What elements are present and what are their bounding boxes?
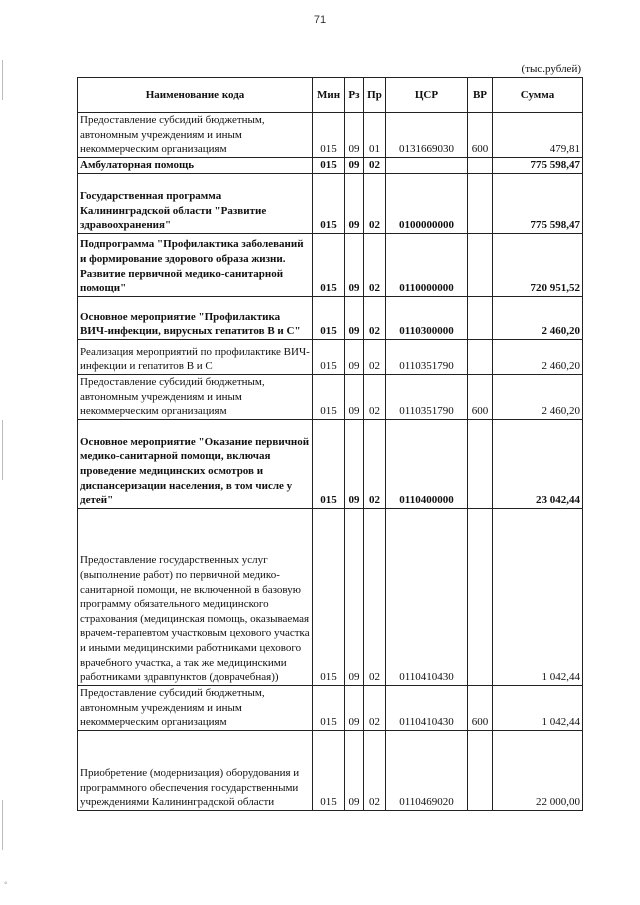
cell-min: 015	[313, 173, 345, 233]
cell-csr: 0110469020	[386, 730, 468, 810]
cell-pr: 02	[364, 233, 386, 296]
cell-pr: 02	[364, 374, 386, 419]
page-number: 71	[313, 14, 327, 26]
budget-table	[77, 77, 583, 811]
cell-sum: 22 000,00	[493, 730, 583, 810]
cell-csr: 0110300000	[386, 296, 468, 339]
cell-name: Реализация мероприятий по профилактике ВИЧ-инфекции и гепатитов В и С	[78, 339, 313, 374]
cell-min: 015	[313, 508, 345, 685]
cell-min: 015	[313, 157, 345, 173]
cell-pr: 02	[364, 157, 386, 173]
cell-csr: 0100000000	[386, 173, 468, 233]
table-row	[78, 233, 583, 296]
cell-pr: 02	[364, 685, 386, 730]
cell-name: Основное мероприятие "Оказание первичной медико-санитарной помощи, включая проведение медицинских осмотров и диспансеризации населения, в том числе у детей"	[78, 419, 313, 508]
cell-vr	[468, 296, 493, 339]
cell-min: 015	[313, 374, 345, 419]
cell-csr	[386, 157, 468, 173]
cell-name: Амбулаторная помощь	[78, 157, 313, 173]
cell-rz: 09	[345, 296, 364, 339]
cell-pr: 02	[364, 296, 386, 339]
table-row	[78, 685, 583, 730]
cell-min: 015	[313, 339, 345, 374]
table-row	[78, 157, 583, 173]
cell-csr: 0110410430	[386, 508, 468, 685]
cell-vr	[468, 730, 493, 810]
table-header-row	[78, 78, 583, 113]
cell-csr: 0110351790	[386, 339, 468, 374]
cell-pr: 02	[364, 508, 386, 685]
cell-name: Основное мероприятие "Профилактика ВИЧ-инфекции, вирусных гепатитов В и С"	[78, 296, 313, 339]
header-min: Мин	[313, 78, 345, 113]
cell-rz: 09	[345, 113, 364, 158]
table-row	[78, 296, 583, 339]
header-pr: Пр	[364, 78, 386, 113]
cell-vr: 600	[468, 374, 493, 419]
cell-vr	[468, 233, 493, 296]
cell-pr: 02	[364, 419, 386, 508]
cell-pr: 02	[364, 730, 386, 810]
cell-vr	[468, 173, 493, 233]
table-row	[78, 113, 583, 158]
cell-sum: 1 042,44	[493, 508, 583, 685]
cell-csr: 0110400000	[386, 419, 468, 508]
cell-sum: 2 460,20	[493, 374, 583, 419]
cell-pr: 01	[364, 113, 386, 158]
cell-rz: 09	[345, 173, 364, 233]
cell-vr	[468, 339, 493, 374]
cell-sum: 479,81	[493, 113, 583, 158]
cell-sum: 2 460,20	[493, 296, 583, 339]
table-row	[78, 339, 583, 374]
cell-min: 015	[313, 296, 345, 339]
cell-csr: 0131669030	[386, 113, 468, 158]
cell-vr: 600	[468, 685, 493, 730]
cell-name: Приобретение (модернизация) оборудования и программного обеспечения государственными учреждениями Калининградской области	[78, 730, 313, 810]
table-row	[78, 508, 583, 685]
cell-sum: 775 598,47	[493, 157, 583, 173]
scan-edge-mark: ◦	[4, 878, 8, 889]
cell-rz: 09	[345, 339, 364, 374]
cell-min: 015	[313, 685, 345, 730]
cell-sum: 2 460,20	[493, 339, 583, 374]
cell-name: Государственная программа Калининградской области "Развитие здравоохранения"	[78, 173, 313, 233]
cell-name: Предоставление субсидий бюджетным, автономным учреждениям и иным некоммерческим организациям	[78, 374, 313, 419]
cell-vr	[468, 419, 493, 508]
cell-name: Предоставление государственных услуг (выполнение работ) по первичной медико-санитарной помощи, не включенной в базовую программу обязательного медицинского страхования (медицинская помощь, оказываемая врачем-терапевтом участковым цехового участка и иными медицинскими работниками цехового врачебного участка, а так же медицинскими работниками здравпунктов (доврачебная))	[78, 508, 313, 685]
cell-vr	[468, 157, 493, 173]
scan-edge-line	[2, 60, 3, 100]
cell-min: 015	[313, 730, 345, 810]
cell-rz: 09	[345, 233, 364, 296]
cell-name: Подпрограмма "Профилактика заболеваний и формирование здорового образа жизни. Развитие первичной медико-санитарной помощи"	[78, 233, 313, 296]
header-csr: ЦСР	[386, 78, 468, 113]
cell-rz: 09	[345, 508, 364, 685]
cell-rz: 09	[345, 685, 364, 730]
cell-sum: 23 042,44	[493, 419, 583, 508]
cell-min: 015	[313, 113, 345, 158]
cell-min: 015	[313, 233, 345, 296]
header-vr: ВР	[468, 78, 493, 113]
cell-name: Предоставление субсидий бюджетным, автономным учреждениям и иным некоммерческим организациям	[78, 113, 313, 158]
cell-csr: 0110351790	[386, 374, 468, 419]
table-row	[78, 173, 583, 233]
cell-sum: 775 598,47	[493, 173, 583, 233]
table-row	[78, 374, 583, 419]
scan-edge-line	[2, 420, 3, 480]
cell-csr: 0110410430	[386, 685, 468, 730]
header-name: Наименование кода	[78, 78, 313, 113]
cell-pr: 02	[364, 173, 386, 233]
cell-rz: 09	[345, 730, 364, 810]
cell-pr: 02	[364, 339, 386, 374]
header-rz: Рз	[345, 78, 364, 113]
cell-rz: 09	[345, 157, 364, 173]
cell-csr: 0110000000	[386, 233, 468, 296]
table-body	[78, 113, 583, 811]
cell-rz: 09	[345, 374, 364, 419]
cell-name: Предоставление субсидий бюджетным, автономным учреждениям и иным некоммерческим организациям	[78, 685, 313, 730]
cell-vr: 600	[468, 113, 493, 158]
scan-edge-line	[2, 800, 3, 850]
table-row	[78, 730, 583, 810]
table-row	[78, 419, 583, 508]
cell-sum: 720 951,52	[493, 233, 583, 296]
units-label: (тыс.рублей)	[521, 63, 581, 75]
cell-rz: 09	[345, 419, 364, 508]
cell-vr	[468, 508, 493, 685]
cell-sum: 1 042,44	[493, 685, 583, 730]
cell-min: 015	[313, 419, 345, 508]
header-sum: Сумма	[493, 78, 583, 113]
